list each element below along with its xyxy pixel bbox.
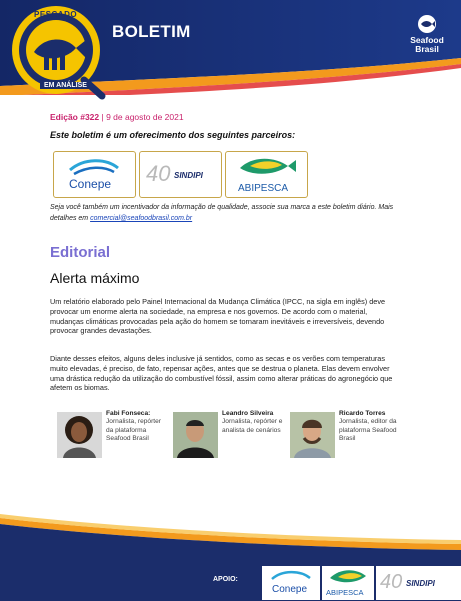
footer-abipesca-fish-icon	[322, 566, 374, 588]
sponsor-note	[50, 202, 410, 224]
footer-sindipi-logo[interactable]	[376, 566, 461, 600]
author-photo	[290, 412, 335, 458]
brand-line1: Seafood	[410, 35, 444, 45]
edition-number: Edição #322	[50, 112, 100, 122]
edition-line	[50, 112, 184, 122]
footer-conepe-wave-icon	[262, 566, 320, 586]
footer-sindipi-years: 40	[380, 571, 403, 593]
section-title: Editorial	[50, 244, 111, 261]
author-description: Jornalista, repórter da plataforma Seafood Brasil	[106, 418, 161, 443]
footer-conepe-logo[interactable]	[262, 566, 320, 600]
sindipi-logo-text: SINDIPI	[174, 171, 203, 180]
author-photo	[57, 412, 102, 458]
sindipi-years: 40	[146, 161, 171, 186]
seal-top-text: PESCADO	[34, 10, 78, 19]
seal-bottom-text: EM ANÁLISE	[40, 82, 91, 89]
conepe-logo-text: Conepe	[69, 177, 112, 191]
brand-line2: Brasil	[415, 44, 439, 54]
partner-logos	[53, 151, 309, 199]
author-name: Leandro Silveira	[222, 410, 274, 417]
edition-date: | 9 de agosto de 2021	[99, 112, 184, 122]
fish-logo-icon	[416, 14, 438, 34]
footer-conepe-text: Conepe	[272, 584, 308, 595]
footer-label: APOIO:	[213, 576, 238, 583]
paragraph-2: Diante desses efeitos, alguns deles inclusive já sentidos, como as secas e os verões com temperaturas muito elevadas, é preciso, de fato, repensar ações, antes que se destrua o planeta. Elas devem envolver uma drástica redução da utilização do combustível fóssil, assim como alterar práticas do agronegócio que afetem os biomas.	[50, 354, 393, 393]
header-title: BOLETIM	[112, 22, 191, 41]
conepe-logo[interactable]	[53, 151, 136, 198]
author-name: Fabi Fonseca:	[106, 410, 151, 417]
sindipi-logo[interactable]	[139, 151, 222, 198]
author-photo	[173, 412, 218, 458]
author-name: Ricardo Torres	[339, 410, 386, 417]
abipesca-logo[interactable]	[225, 151, 308, 198]
author-description: Jornalista, repórter e analista de cenários	[222, 418, 283, 434]
pescado-em-analise-seal	[4, 2, 110, 102]
seafood-brasil-logo	[405, 14, 449, 54]
abipesca-logo-text: ABIPESCA	[238, 183, 289, 194]
footer-abipesca-text: ABIPESCA	[326, 588, 364, 597]
abipesca-fish-icon	[226, 152, 306, 182]
headline: Alerta máximo	[50, 270, 140, 286]
footer-sindipi-text: SINDIPI	[406, 579, 435, 588]
sponsor-note-text: Seja você também um incentivador da informação de qualidade, associe sua marca a este boletim diário. Mais detalhes em	[50, 204, 394, 222]
paragraph-1: Um relatório elaborado pelo Painel Internacional da Mudança Climática (IPCC, na sigla em inglês) deve provocar um enorme alerta na sociedade, na empresa e nos governos. De acordo com o material, mudanças climáticas provocadas pela ação do homem se tornaram inevitáveis e irreversíveis, devendo provocar grandes devastações.	[50, 297, 386, 336]
author-description: Jornalista, editor da plataforma Seafood Brasil	[339, 418, 397, 443]
footer-abipesca-logo[interactable]	[322, 566, 374, 600]
partners-heading: Este boletim é um oferecimento dos seguintes parceiros:	[50, 130, 296, 140]
sponsor-email-link[interactable]: comercial@seafoodbrasil.com.br	[90, 215, 193, 222]
